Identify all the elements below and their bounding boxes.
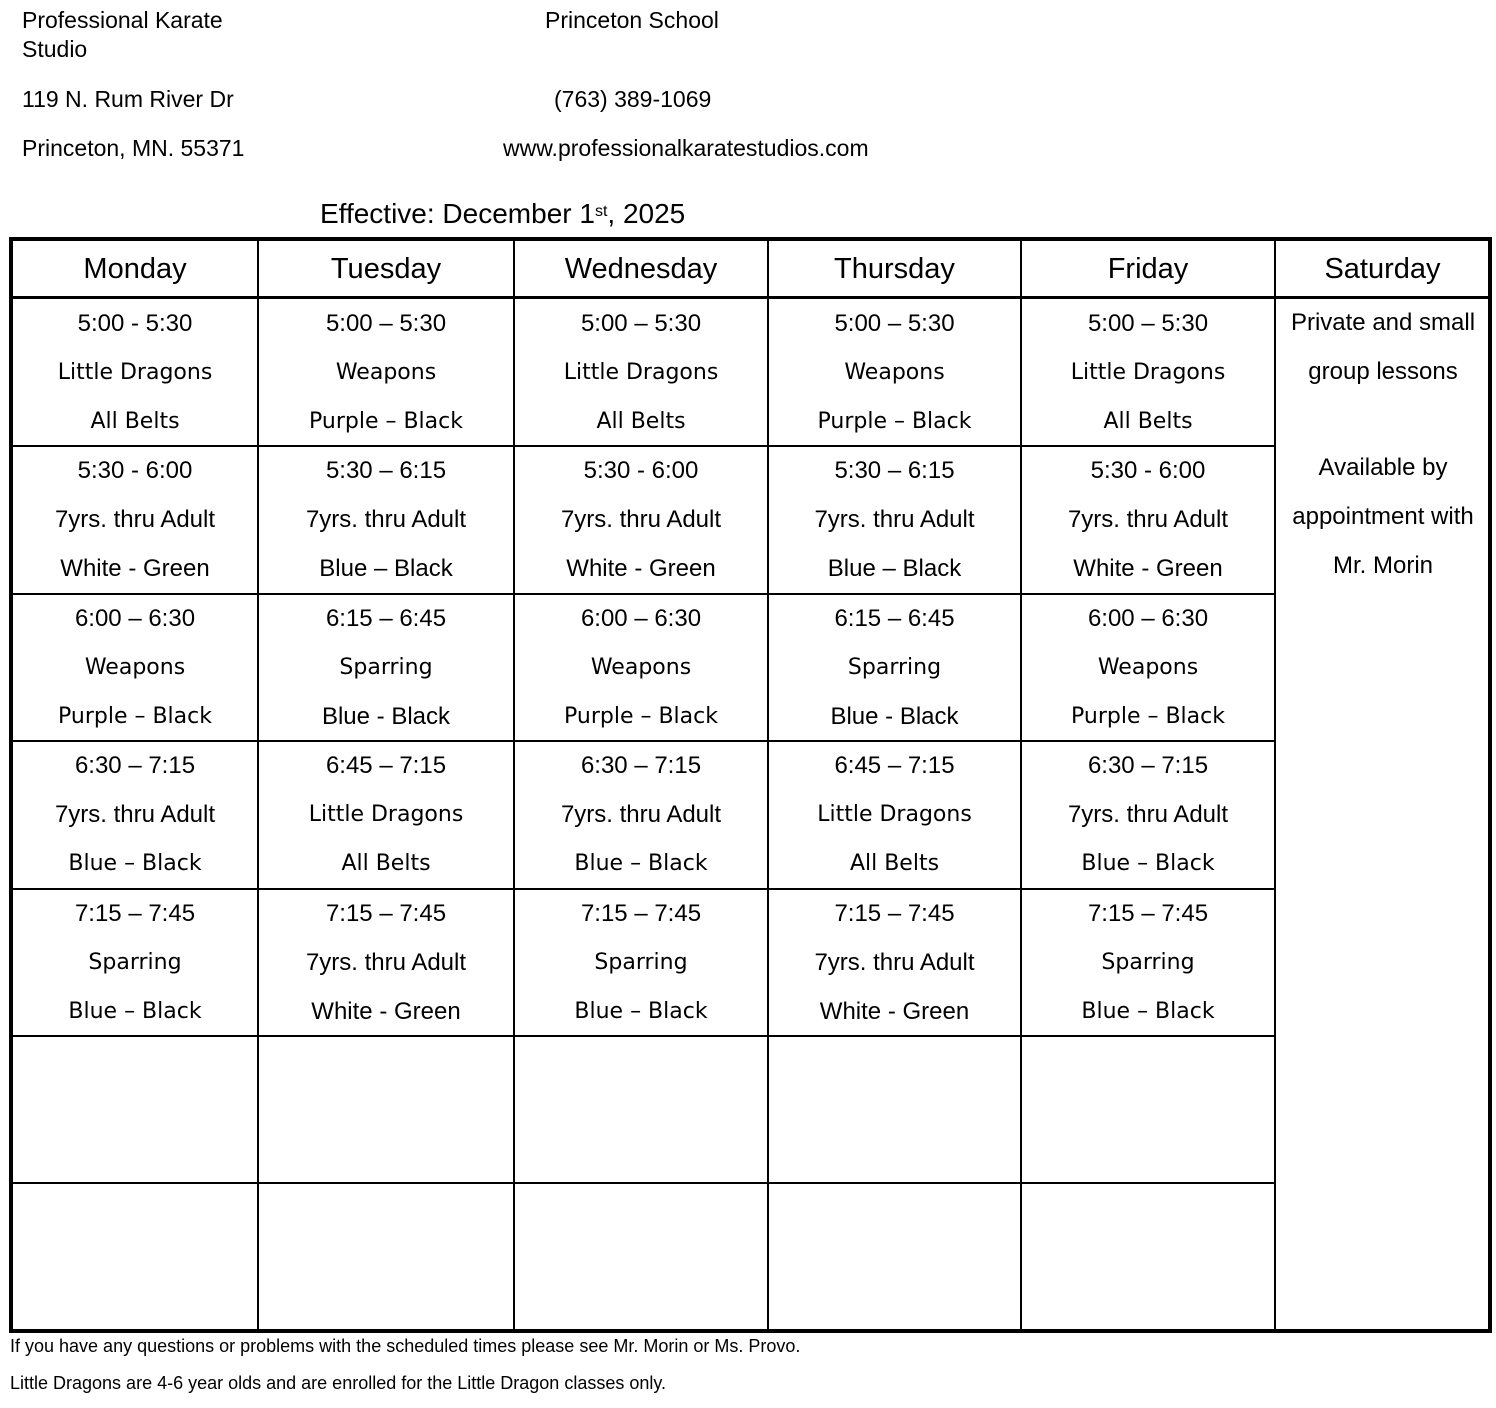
- class-time: 6:30 – 7:15: [580, 752, 702, 779]
- class-time: 5:30 – 6:15: [834, 457, 955, 484]
- class-time: 5:30 - 6:00: [583, 457, 699, 484]
- class-name: 7yrs. thru Adult: [54, 506, 216, 533]
- class-time: 7:15 – 7:45: [1087, 900, 1209, 927]
- class-cell-thursday: [768, 594, 1021, 741]
- saturday-line: group lessons: [1308, 358, 1458, 385]
- class-name: 7yrs. thru Adult: [1067, 801, 1229, 828]
- class-cell-tuesday: [258, 594, 514, 741]
- class-name: Little Dragons: [563, 360, 719, 385]
- class-belts: Blue – Black: [827, 555, 962, 582]
- saturday-line: Private and small: [1290, 309, 1476, 336]
- class-name: Sparring: [594, 950, 688, 975]
- little-dragons-note: Little Dragons are 4-6 year olds and are enrolled for the Little Dragon classes only.: [10, 1373, 667, 1393]
- row-divider: [9, 1182, 1275, 1184]
- school-name: Princeton School: [545, 7, 719, 33]
- class-cell-tuesday: [258, 741, 514, 888]
- class-cell-thursday: [768, 446, 1021, 593]
- studio-name-line1: Professional Karate: [22, 7, 223, 33]
- class-name: 7yrs. thru Adult: [305, 506, 467, 533]
- class-belts: Blue – Black: [319, 555, 453, 582]
- class-belts: Purple – Black: [564, 704, 718, 729]
- effective-date: [320, 197, 685, 231]
- studio-name-line2: Studio: [22, 36, 88, 62]
- class-cell-monday: [12, 594, 258, 741]
- class-time: 5:30 – 6:15: [325, 457, 447, 484]
- class-time: 7:15 – 7:45: [74, 900, 196, 927]
- class-belts: White - Green: [1073, 555, 1223, 582]
- class-name: Sparring: [1101, 950, 1195, 975]
- class-name: 7yrs. thru Adult: [560, 801, 722, 828]
- class-time: 6:30 – 7:15: [1087, 752, 1209, 779]
- class-name: 7yrs. thru Adult: [560, 506, 722, 533]
- class-belts: All Belts: [849, 851, 940, 876]
- class-belts: Blue – Black: [68, 851, 202, 876]
- class-belts: All Belts: [596, 409, 686, 434]
- day-header-saturday: Saturday: [1324, 252, 1441, 285]
- class-time: 6:45 – 7:15: [834, 752, 955, 779]
- class-cell-tuesday: [258, 446, 514, 593]
- class-name: Weapons: [1097, 655, 1199, 680]
- class-name: 7yrs. thru Adult: [814, 949, 975, 976]
- class-belts: White - Green: [311, 998, 461, 1025]
- class-cell-wednesday: [514, 594, 768, 741]
- class-name: Little Dragons: [57, 360, 213, 385]
- class-time: 5:30 - 6:00: [77, 457, 193, 484]
- class-name: Weapons: [84, 655, 186, 680]
- effective-suffix: , 2025: [607, 198, 686, 229]
- saturday-line: Mr. Morin: [1332, 552, 1433, 579]
- class-belts: Blue – Black: [68, 999, 202, 1024]
- class-belts: Blue - Black: [830, 703, 959, 730]
- class-time: 6:00 – 6:30: [1087, 605, 1209, 632]
- day-header-monday: Monday: [83, 252, 187, 285]
- class-time: 5:00 - 5:30: [77, 310, 193, 337]
- class-time: 5:00 – 5:30: [580, 310, 702, 337]
- class-cell-wednesday: [514, 446, 768, 593]
- class-cell-monday: [12, 446, 258, 593]
- class-time: 6:45 – 7:15: [325, 752, 447, 779]
- school-phone: (763) 389-1069: [554, 86, 712, 112]
- school-website: www.professionalkaratestudios.com: [503, 135, 869, 161]
- class-cell-tuesday: [258, 299, 514, 446]
- class-belts: Purple – Black: [817, 409, 972, 434]
- class-cell-tuesday: [258, 889, 514, 1036]
- table-bottom-border: [9, 1329, 1492, 1333]
- class-time: 6:15 – 6:45: [834, 605, 955, 632]
- class-time: 7:15 – 7:45: [325, 900, 447, 927]
- class-belts: Blue – Black: [1081, 999, 1215, 1024]
- day-header-tuesday: Tuesday: [330, 252, 442, 285]
- class-belts: Blue – Black: [574, 851, 708, 876]
- class-cell-monday: [12, 741, 258, 888]
- class-time: 6:30 – 7:15: [74, 752, 196, 779]
- class-belts: Purple – Black: [309, 409, 463, 434]
- class-belts: Purple – Black: [1071, 704, 1225, 729]
- class-cell-thursday: [768, 889, 1021, 1036]
- studio-address: 119 N. Rum River Dr: [22, 86, 234, 112]
- class-cell-friday: [1021, 446, 1275, 593]
- class-cell-monday: [12, 299, 258, 446]
- saturday-spacer: [1276, 396, 1490, 443]
- class-cell-friday: [1021, 741, 1275, 888]
- class-name: 7yrs. thru Adult: [1067, 506, 1229, 533]
- class-time: 6:15 – 6:45: [325, 605, 447, 632]
- class-time: 6:00 – 6:30: [580, 605, 702, 632]
- class-name: Weapons: [844, 360, 945, 385]
- class-time: 5:00 – 5:30: [1087, 310, 1209, 337]
- saturday-lessons: [1276, 298, 1490, 590]
- class-belts: All Belts: [341, 851, 431, 876]
- effective-prefix: Effective: December 1: [320, 198, 595, 229]
- class-belts: Blue - Black: [321, 703, 451, 730]
- class-belts: Blue – Black: [1081, 851, 1215, 876]
- class-cell-friday: [1021, 299, 1275, 446]
- class-time: 6:00 – 6:30: [74, 605, 196, 632]
- class-name: Little Dragons: [817, 802, 972, 827]
- class-name: Weapons: [335, 360, 437, 385]
- class-name: Little Dragons: [1070, 360, 1226, 385]
- class-name: Little Dragons: [308, 802, 464, 827]
- class-name: 7yrs. thru Adult: [814, 506, 975, 533]
- class-name: Weapons: [590, 655, 692, 680]
- class-time: 5:00 – 5:30: [325, 310, 447, 337]
- studio-city: Princeton, MN. 55371: [22, 135, 245, 161]
- class-name: Sparring: [88, 950, 182, 975]
- questions-note: If you have any questions or problems with the scheduled times please see Mr. Morin or Ms. Provo.: [10, 1336, 801, 1356]
- class-cell-wednesday: [514, 299, 768, 446]
- class-cell-monday: [12, 889, 258, 1036]
- class-belts: All Belts: [90, 409, 180, 434]
- class-name: Sparring: [847, 655, 942, 680]
- class-belts: White - Green: [60, 555, 210, 582]
- class-time: 5:00 – 5:30: [834, 310, 955, 337]
- class-belts: White - Green: [566, 555, 716, 582]
- day-header-friday: Friday: [1107, 252, 1189, 285]
- day-header-wednesday: Wednesday: [564, 252, 718, 285]
- class-cell-wednesday: [514, 741, 768, 888]
- class-time: 7:15 – 7:45: [834, 900, 955, 927]
- class-time: 7:15 – 7:45: [580, 900, 702, 927]
- class-name: 7yrs. thru Adult: [54, 801, 216, 828]
- saturday-line: Available by: [1318, 454, 1448, 481]
- class-name: Sparring: [339, 655, 433, 680]
- class-cell-thursday: [768, 741, 1021, 888]
- class-name: 7yrs. thru Adult: [305, 949, 467, 976]
- class-belts: Purple – Black: [58, 704, 212, 729]
- class-belts: White - Green: [819, 998, 970, 1025]
- class-cell-friday: [1021, 594, 1275, 741]
- day-header-thursday: Thursday: [834, 252, 955, 285]
- effective-sup: st: [594, 203, 608, 220]
- class-cell-thursday: [768, 299, 1021, 446]
- class-time: 5:30 - 6:00: [1090, 457, 1206, 484]
- class-belts: Blue – Black: [574, 999, 708, 1024]
- class-belts: All Belts: [1103, 409, 1193, 434]
- class-cell-wednesday: [514, 889, 768, 1036]
- saturday-line: appointment with: [1292, 503, 1474, 530]
- class-cell-friday: [1021, 889, 1275, 1036]
